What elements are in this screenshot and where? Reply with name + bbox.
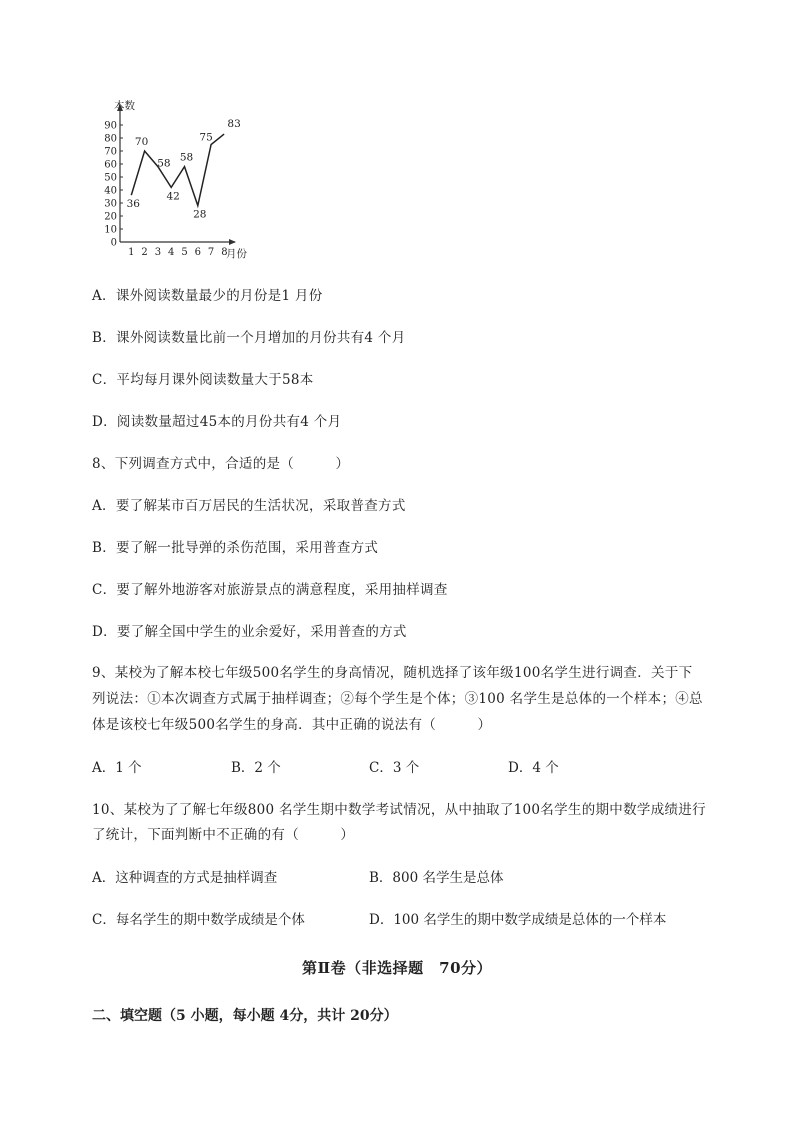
reading-line-chart xyxy=(95,98,255,262)
q9-option-b: B．2 个 xyxy=(231,760,281,776)
y-tick-label: 30 xyxy=(104,198,117,210)
q9-stem-line2: 列说法：①本次调查方式属于抽样调查；②每个学生是个体；③100 名学生是总体的一个样本；④总 xyxy=(92,691,703,707)
y-tick-label: 70 xyxy=(104,146,117,158)
y-tick-label: 80 xyxy=(104,133,117,145)
y-tick-label: 90 xyxy=(104,120,117,132)
x-tick-label: 8 xyxy=(221,247,228,258)
fill-blank-heading: 二、填空题（5 小题，每小题 4分，共计 20分） xyxy=(92,1008,398,1024)
q8-stem: 8、下列调查方式中，合适的是（ ） xyxy=(92,456,350,472)
q8-option-a: A．要了解某市百万居民的生活状况，采取普查方式 xyxy=(92,498,406,514)
section-2-title: 第Ⅱ卷（非选择题 70分） xyxy=(301,959,493,977)
q10-option-c: C．每名学生的期中数学成绩是个体 xyxy=(92,912,305,928)
q7-option-c: C．平均每月课外阅读数量大于58本 xyxy=(92,372,314,388)
q10-option-a: A．这种调查的方式是抽样调查 xyxy=(92,870,278,886)
q9-option-a: A．1 个 xyxy=(92,760,142,776)
y-tick-label: 10 xyxy=(104,224,117,236)
q9-stem-line3: 体是该校七年级500名学生的身高．其中正确的说法有（ ） xyxy=(92,717,492,733)
q10-option-b: B．800 名学生是总体 xyxy=(369,870,504,886)
x-tick-label: 7 xyxy=(207,247,215,258)
q10-stem-line2: 了统计，下面判断中不正确的有（ ） xyxy=(92,827,355,843)
q8-option-b: B．要了解一批导弹的杀伤范围，采用普查方式 xyxy=(92,540,379,556)
x-axis-arrow xyxy=(229,239,236,245)
data-label: 58 xyxy=(179,151,194,164)
q7-option-b: B．课外阅读数量比前一个月增加的月份共有4 个月 xyxy=(92,330,406,346)
q10-option-d: D．100 名学生的期中数学成绩是总体的一个样本 xyxy=(369,912,667,928)
x-tick-label: 6 xyxy=(194,247,201,258)
x-axis-label: 月份 xyxy=(226,248,247,260)
data-label: 75 xyxy=(199,131,213,144)
x-tick-label: 4 xyxy=(168,247,175,258)
q9-option-c: C．3 个 xyxy=(369,760,420,776)
x-tick-label: 3 xyxy=(154,247,162,258)
data-label: 36 xyxy=(126,198,140,211)
data-label: 83 xyxy=(227,118,241,131)
y-tick-label: 20 xyxy=(104,211,117,223)
q9-option-d: D．4 个 xyxy=(508,760,559,776)
y-tick-label: 60 xyxy=(104,159,117,171)
y-tick-label: 40 xyxy=(104,185,117,197)
y-tick-label: 0 xyxy=(110,237,117,249)
q8-option-c: C．要了解外地游客对旅游景点的满意程度，采用抽样调查 xyxy=(92,582,448,598)
y-tick-label: 50 xyxy=(104,172,117,184)
data-label: 58 xyxy=(157,157,171,170)
q7-option-a: A．课外阅读数量最少的月份是1 月份 xyxy=(92,288,323,304)
x-tick-label: 5 xyxy=(181,247,188,258)
q10-stem-line1: 10、某校为了了解七年级800 名学生期中数学考试情况，从中抽取了100名学生的期中数学成绩进行 xyxy=(92,802,706,818)
y-axis-label: 本数 xyxy=(114,100,135,112)
x-tick-label: 2 xyxy=(141,247,148,258)
q7-option-d: D．阅读数量超过45本的月份共有4 个月 xyxy=(92,414,342,430)
x-tick-label: 1 xyxy=(128,247,135,258)
data-label: 70 xyxy=(134,136,149,148)
q9-stem-line1: 9、某校为了解本校七年级500名学生的身高情况，随机选择了该年级100名学生进行调查．关于下 xyxy=(92,665,693,681)
data-label: 42 xyxy=(166,190,180,203)
data-label: 28 xyxy=(193,208,207,221)
q8-option-d: D．要了解全国中学生的业余爱好，采用普查的方式 xyxy=(92,624,407,640)
